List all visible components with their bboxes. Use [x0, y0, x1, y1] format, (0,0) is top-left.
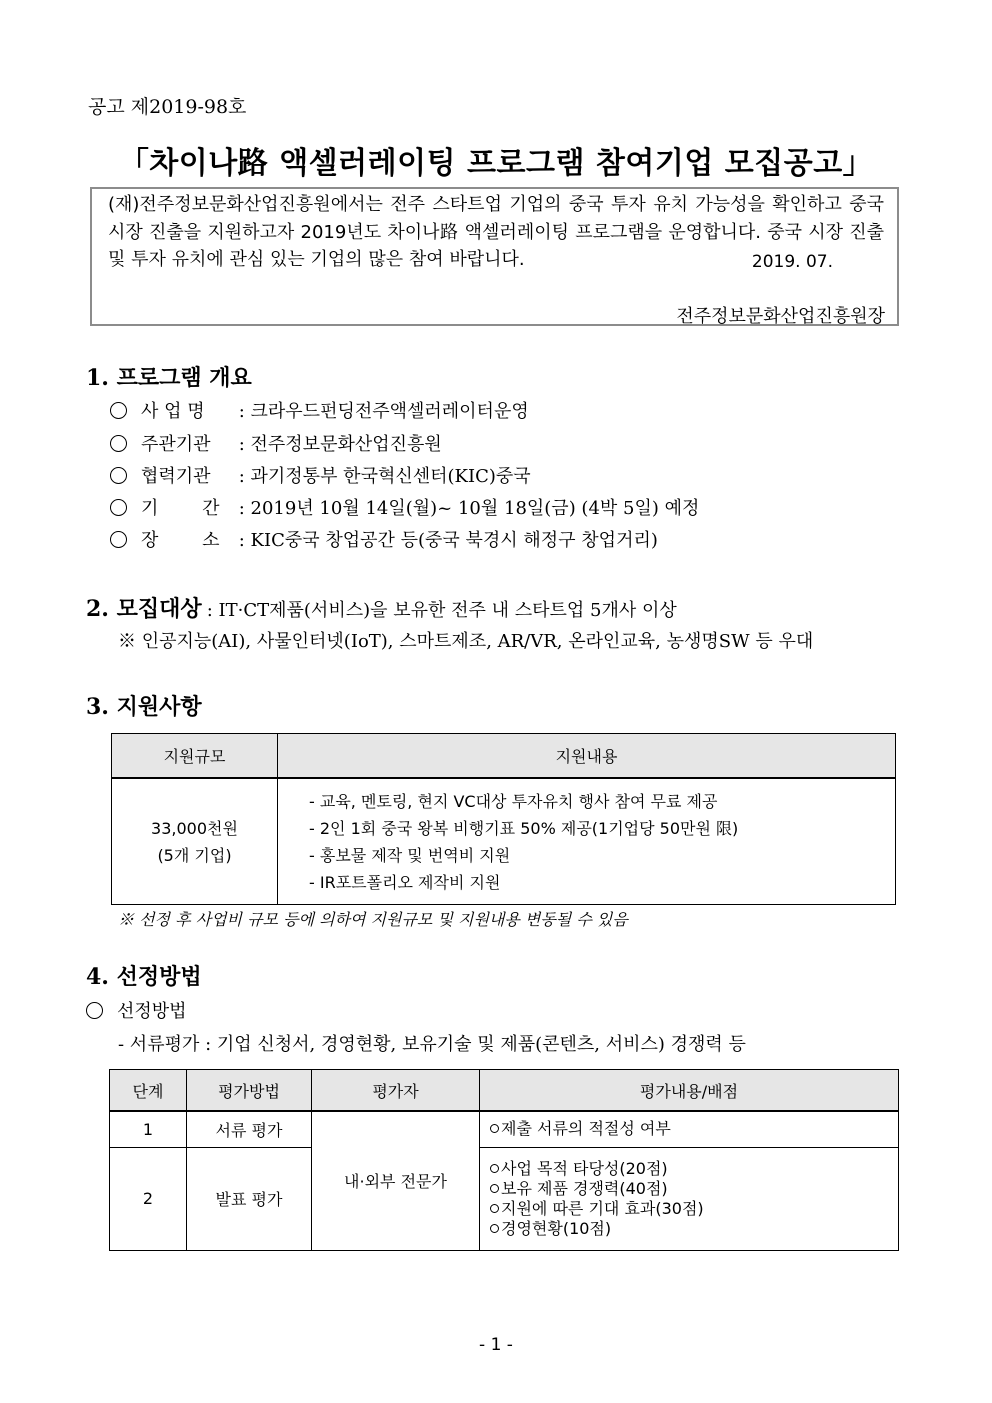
section4-subtitle-row [86, 997, 187, 1023]
document-title: 「차이나路 액셀러레이팅 프로그램 참여기업 모집공고」 [118, 146, 874, 181]
page-number: - 1 - [479, 1335, 513, 1355]
evaluator-cell: 내·외부 전문가 [312, 1111, 480, 1250]
criteria-item: 사업 목적 타당성(20점) [501, 1158, 668, 1178]
overview-value: 크라우드펀딩전주액셀러레이터운영 [250, 401, 529, 422]
circle-bullet-icon [110, 435, 127, 452]
table-row [110, 1147, 899, 1250]
overview-label: 주관기관 [141, 434, 211, 455]
overview-label: 사 업 명 [141, 401, 205, 422]
overview-label: 장 소 [141, 530, 220, 551]
overview-value: 2019년 10월 14일(월)~ 10월 18일(금) (4박 5일) 예정 [250, 498, 700, 519]
overview-item: 장 소 : KIC중국 창업공간 등(중국 북경시 해정구 창업거리) [110, 526, 658, 552]
overview-value: 전주정보문화산업진흥원 [250, 434, 442, 455]
support-item: - 교육, 멘토링, 현지 VC대상 투자유치 행사 참여 무료 제공 [309, 791, 718, 811]
step-cell: 2 [110, 1147, 187, 1250]
table-row [110, 1111, 899, 1147]
support-table [111, 733, 896, 905]
criteria-item: 지원에 따른 기대 효과(30점) [501, 1198, 704, 1218]
section4-subtext: - 서류평가 : 기업 신청서, 경영현황, 보유기술 및 제품(콘텐츠, 서비스) 경쟁력 등 [118, 1034, 746, 1055]
circle-bullet-icon [110, 467, 127, 484]
small-circle-bullet-icon [490, 1124, 499, 1133]
criteria-item: 경영현황(10점) [501, 1218, 612, 1238]
intro-date: 2019. 07. [751, 252, 833, 272]
small-circle-bullet-icon [490, 1204, 499, 1213]
criteria-cell [480, 1111, 899, 1147]
small-circle-bullet-icon [490, 1224, 499, 1233]
intro-signer: 전주정보문화산업진흥원장 [676, 306, 885, 327]
section3-note: ※ 선정 후 사업비 규모 등에 의하여 지원규모 및 지원내용 변동될 수 있음 [118, 910, 628, 929]
support-item: - IR포트폴리오 제작비 지원 [309, 872, 501, 892]
overview-item: 기 간 : 2019년 10월 14일(월)~ 10월 18일(금) (4박 5일) 예정 [110, 494, 699, 520]
circle-bullet-icon [110, 402, 127, 419]
section2-title: 2. 모집대상 [86, 596, 202, 622]
section2-line [86, 592, 677, 623]
section2-note: ※ 인공지능(AI), 사물인터넷(IoT), 스마트제조, AR/VR, 온라인교육, 농생명SW 등 우대 [118, 631, 814, 652]
support-count: (5개 기업) [157, 845, 232, 865]
support-scale [112, 778, 278, 905]
section4-subtitle: 선정방법 [117, 1001, 187, 1022]
overview-item: 협력기관 : 과기정통부 한국혁신센터(KIC)중국 [110, 462, 531, 488]
criteria-item: 제출 서류의 적절성 여부 [501, 1119, 671, 1139]
header-scale: 지원규모 [112, 734, 278, 779]
header-contents: 지원내용 [278, 734, 896, 779]
overview-label: 기 간 [141, 498, 220, 519]
small-circle-bullet-icon [490, 1164, 499, 1173]
overview-label: 협력기관 [141, 466, 211, 487]
overview-value: KIC중국 창업공간 등(중국 북경시 해정구 창업거리) [250, 530, 658, 551]
overview-value: 과기정통부 한국혁신센터(KIC)중국 [250, 466, 531, 487]
header-criteria: 평가내용/배점 [480, 1070, 899, 1112]
overview-item: 주관기관 : 전주정보문화산업진흥원 [110, 430, 442, 456]
intro-text: (재)전주정보문화산업진흥원에서는 전주 스타트업 기업의 중국 투자 유치 가능성을 확인하고 중국 시장 진출을 지원하고자 2019년도 차이나路 액셀러레이팅 프로그램을 운영합니다. 중국 시장 진출 및 투자 유치에 관심 있는 기업의 많은 참여 바랍니다. [108, 194, 884, 270]
notice-number: 공고 제2019-98호 [88, 96, 247, 118]
overview-item: 사 업 명 : 크라우드펀딩전주액셀러레이터운영 [110, 397, 529, 423]
circle-bullet-icon [110, 531, 127, 548]
circle-bullet-icon [110, 499, 127, 516]
header-method: 평가방법 [187, 1070, 312, 1112]
criteria-item: 보유 제품 경쟁력(40점) [501, 1178, 668, 1198]
step-cell: 1 [110, 1111, 187, 1147]
small-circle-bullet-icon [490, 1184, 499, 1193]
method-cell: 서류 평가 [187, 1111, 312, 1147]
table-row [112, 778, 896, 905]
criteria-cell [480, 1147, 899, 1250]
support-contents [278, 778, 896, 905]
section3-title: 3. 지원사항 [86, 694, 202, 720]
selection-table [109, 1069, 899, 1251]
section2-text: : IT·CT제품(서비스)을 보유한 전주 내 스타트업 5개사 이상 [206, 600, 677, 621]
table-header-row [110, 1070, 899, 1112]
support-item: - 홍보물 제작 및 번역비 지원 [309, 845, 511, 865]
intro-box [90, 187, 899, 326]
header-evaluator: 평가자 [312, 1070, 480, 1112]
method-cell: 발표 평가 [187, 1147, 312, 1250]
section1-title: 1. 프로그램 개요 [86, 365, 252, 391]
circle-bullet-icon [86, 1002, 103, 1019]
support-amount: 33,000천원 [151, 818, 238, 838]
section4-title: 4. 선정방법 [86, 964, 202, 990]
header-step: 단계 [110, 1070, 187, 1112]
table-header-row [112, 734, 896, 779]
support-item: - 2인 1회 중국 왕복 비행기표 50% 제공(1기업당 50만원 限) [309, 818, 739, 838]
